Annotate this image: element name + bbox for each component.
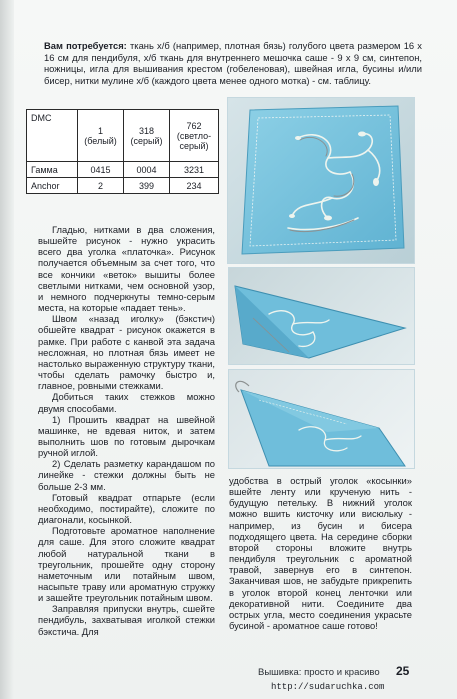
table-cell: 234 [170, 178, 219, 194]
folded-triangle-photo [228, 267, 415, 365]
paragraph: Гладью, нитками в два сложения, вышейте рисунок - нужно украсить всего два уголка «платочка». Рисунок получается объемным за счет того, что все кончики «веток» вышиты более светлыми нитками, чем основной узор, и немного подчеркнуты темно-серым места, на которые «падает тень». [38, 224, 215, 314]
table-row [27, 110, 219, 162]
table-cell: 1 (белый) [78, 110, 124, 162]
materials-text: ткань х/б (например, плотная бязь) голубого цвета размером 16 х 16 см для пендибуля, х/б ткань для внутреннего мешочка саше - 9 х 9 см, синтепон, ножницы, игла для вышивания крестом (гобеленовая), швейная игла, бусины и/или бисер, нитки мулине х/б (каждого цвета менее одного мотка) - см. таблицу. [44, 40, 422, 86]
table-cell: 3231 [170, 162, 219, 178]
paragraph: удобства в острый уголок «косынки» вшейте ленту или крученую нить - будущую петельку. В нижний уголок можно вшить кисточку или висюльку - например, из бусин и бисера подходящего цвета. На середине сборки второй стороны вложите внутрь пендибуля треугольник с ароматной травой, завернув его в синтепон. Заканчивая шов, не забудьте прикрепить в уголок второй конец ленточки или декоративной нити. Соедините два острых угла, место соединения украсьте бусиной - ароматное саше готово! [229, 475, 412, 632]
paragraph: Добиться таких стежков можно двумя способами. [38, 391, 215, 414]
paragraph: Заправляя припуски внутрь, сшейте пендибуль, захватывая иголкой стежки бэкстича. Для [38, 603, 215, 637]
magazine-title: Вышивка: просто и красиво [258, 667, 380, 678]
table-row [27, 178, 219, 194]
table-cell: 0415 [78, 162, 124, 178]
paragraph: Подготовьте ароматное наполнение для саше. Для этого сложите квадрат любой натуральной ткани в треугольник, прошейте одну сторону наметочным или потайным швом, насыпьте траву или ароматную стружку и зашейте треугольник потайным швом. [38, 525, 215, 604]
table-row [27, 162, 219, 178]
sewn-sachet-illustration [229, 370, 414, 468]
table-cell: 399 [124, 178, 170, 194]
page-number: 25 [396, 664, 410, 678]
table-cell: DMC [27, 110, 78, 162]
table-cell: 0004 [124, 162, 170, 178]
thread-color-table [26, 109, 219, 194]
table-cell: 2 [78, 178, 124, 194]
paragraph: 1) Прошить квадрат на швейной машинке, не вдевая ниток, и затем выполнить шов по готовым дырочкам ручной иглой. [38, 413, 215, 459]
materials-lead: Вам потребуется: [44, 40, 127, 51]
instructions-left-column [38, 224, 215, 637]
embroidered-square-illustration [228, 98, 414, 263]
paragraph: 2) Сделать разметку карандашом по линейке - стежки должны быть не больше 2-3 мм. [38, 458, 215, 492]
embroidered-square-photo [227, 97, 415, 264]
table-cell: 318 (серый) [124, 110, 170, 162]
instructions-right-column [229, 475, 412, 631]
table-cell: 762 (светло- серый) [170, 110, 219, 162]
table-cell: Гамма [27, 162, 78, 178]
sewn-sachet-photo [228, 369, 415, 469]
folded-triangle-illustration [229, 268, 414, 364]
paragraph: Готовый квадрат отпарьте (если необходимо, постирайте), сложите по диагонали, косынкой. [38, 491, 215, 526]
page-gutter [0, 0, 14, 699]
table-cell: Anchor [27, 178, 78, 194]
materials-intro [44, 40, 422, 86]
paragraph: Швом «назад иголку» (бэкстич) обшейте квадрат - рисунок окажется в рамке. При работе с канвой эта задача несложная, но плотная бязь имеет не настолько выраженную структуру ткани, чтобы сделать рамочку быстро и, главное, ровными стежками. [38, 313, 215, 392]
watermark-url: http://sudaruchka.com [271, 682, 385, 692]
